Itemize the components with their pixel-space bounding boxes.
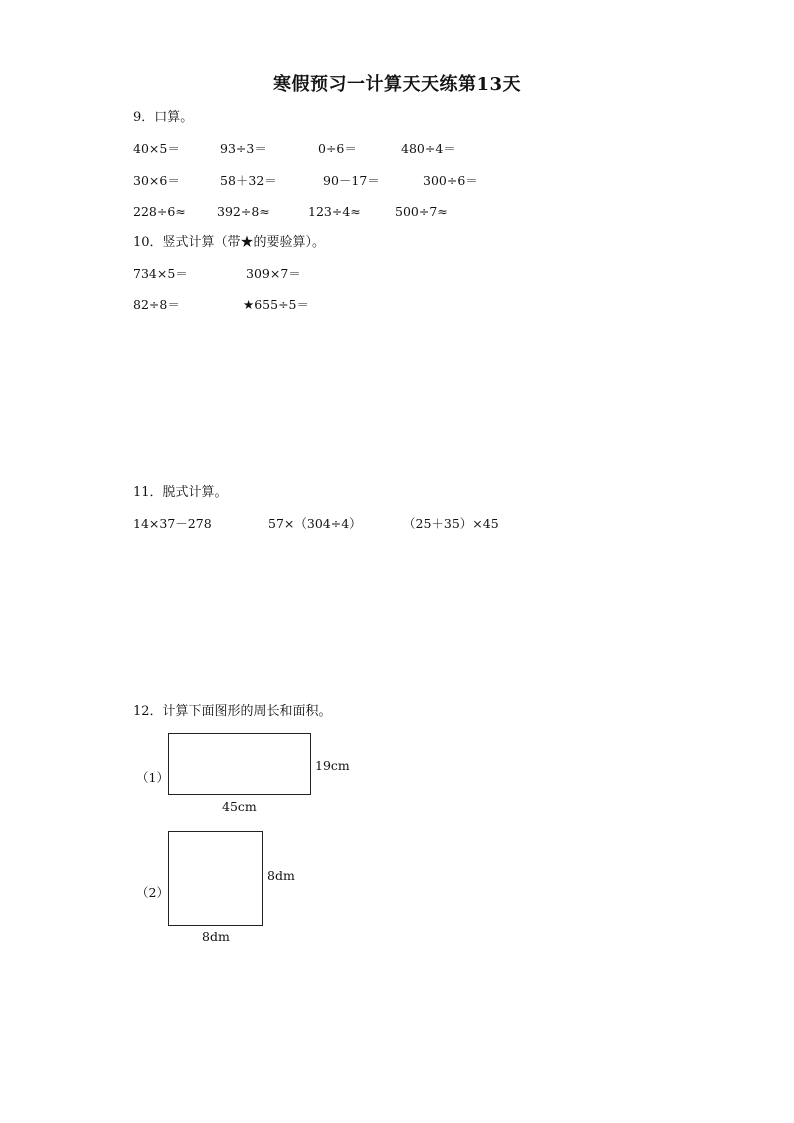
figure-1-height-label: 19cm [315,758,350,773]
figure-2-height-label: 8dm [267,868,295,883]
figure-2-square [168,831,263,926]
q9-r1-c4: 480÷4＝ [401,141,456,156]
q10-r2-c1: 82÷8＝ [133,297,180,312]
q9-heading: 9．口算。 [133,110,194,125]
q10-heading: 10．竖式计算（带★的要验算）。 [133,235,326,250]
q9-r2-c3: 90－17＝ [323,173,380,188]
q11-item-1: 14×37－278 [133,516,212,531]
figure-2-width-label: 8dm [202,929,230,944]
q9-r1-c2: 93÷3＝ [220,141,267,156]
figure-1-width-label: 45cm [222,799,257,814]
q10-r2-c2: ★655÷5＝ [243,297,309,312]
q10-r1-c2: 309×7＝ [246,266,301,281]
q9-r3-c2: 392÷8≈ [217,204,270,219]
q9-r3-c3: 123÷4≈ [308,204,361,219]
figure-2-label: （2） [136,885,169,900]
figure-1-label: （1） [136,770,169,785]
q9-r1-c1: 40×5＝ [133,141,180,156]
q11-heading: 11．脱式计算。 [133,485,228,500]
q10-r1-c1: 734×5＝ [133,266,188,281]
page-title: 寒假预习一计算天天练第13天 [272,74,522,95]
q9-r3-c4: 500÷7≈ [395,204,448,219]
figure-1-rectangle [168,733,311,795]
q9-r2-c4: 300÷6＝ [423,173,478,188]
q9-r3-c1: 228÷6≈ [133,204,186,219]
q11-item-3: （25＋35）×45 [403,516,499,531]
q12-heading: 12．计算下面图形的周长和面积。 [133,704,332,719]
q11-item-2: 57×（304÷4） [268,516,362,531]
q9-r2-c1: 30×6＝ [133,173,180,188]
q9-r2-c2: 58＋32＝ [220,173,277,188]
q9-r1-c3: 0÷6＝ [318,141,357,156]
